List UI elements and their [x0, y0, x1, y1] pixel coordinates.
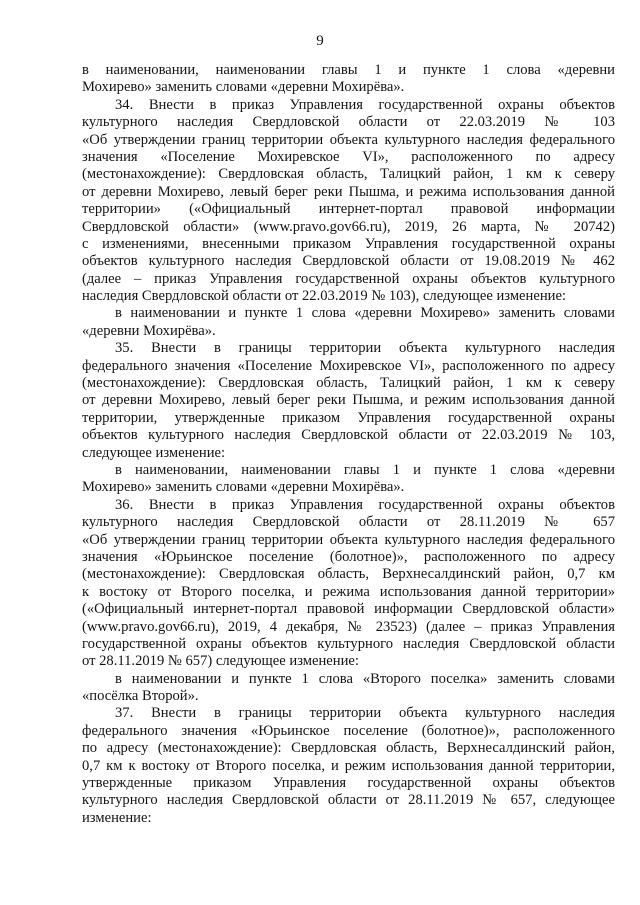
- page-number: 9: [316, 33, 324, 49]
- text-line: «посёлка Второй».: [82, 688, 199, 705]
- text-line: (местонахождение): Свердловская область, Талицкий район, 1 км к северу: [82, 166, 615, 183]
- text-line: («Официальный интернет-портал правовой информации Свердловской области»: [82, 601, 615, 618]
- text-line: 34. Внести в приказ Управления государственной охраны объектов: [115, 96, 615, 113]
- text-line: от деревни Мохирево, левый берег реки Пышма, и режима использования данной: [82, 183, 615, 200]
- text-line: объектов культурного наследия Свердловской области от 19.08.2019 № 462: [82, 253, 615, 270]
- text-line: 35. Внести в границы территории объекта культурного наследия: [115, 340, 615, 357]
- text-line: в наименовании, наименовании главы 1 и пункте 1 слова «деревни: [82, 62, 615, 78]
- text-line: 36. Внести в приказ Управления государственной охраны объектов: [115, 496, 615, 513]
- text-line: культурного наследия Свердловской области от 28.11.2019 № 657, следующее: [82, 792, 615, 809]
- text-line: «деревни Мохирёва».: [82, 322, 216, 339]
- text-line: Мохирево» заменить словами «деревни Мохирёва».: [82, 479, 405, 496]
- text-line: Мохирево» заменить словами «деревни Мохирёва».: [82, 79, 405, 96]
- text-line: по адресу (местонахождение): Свердловская область, Верхнесалдинский район,: [82, 740, 615, 757]
- text-line: (местонахождение): Свердловская область, Талицкий район, 1 км к северу: [82, 375, 615, 392]
- paragraph: [82, 62, 615, 97]
- text-line: «Об утверждении границ территории объекта культурного наследия федерального: [82, 531, 615, 548]
- text-line: «Об утверждении границ территории объекта культурного наследия федерального: [82, 131, 615, 148]
- text-line: от деревни Мохирево, левый берег реки Пышма, и режим использования данной: [82, 392, 615, 409]
- paragraph: [82, 705, 615, 827]
- text-line: объектов культурного наследия Свердловской области от 22.03.2019 № 103,: [82, 427, 615, 444]
- text-line: Свердловской области» (www.pravo.gov66.ru), 2019, 26 марта, № 20742): [82, 218, 615, 235]
- text-line: федерального значения «Поселение Мохиревское VI», расположенного по адресу: [82, 357, 615, 374]
- text-line: в наименовании, наименовании главы 1 и пункте 1 слова «деревни: [115, 461, 615, 478]
- document-body: [82, 62, 615, 827]
- paragraph: [82, 97, 615, 306]
- text-line: (местонахождение): Свердловская область, Верхнесалдинский район, 0,7 км: [82, 566, 615, 583]
- paragraph: [82, 462, 615, 497]
- text-line: значения «Юрьинское поселение (болотное)», расположенного по адресу: [82, 548, 615, 565]
- text-line: федерального значения «Юрьинское поселение (болотное)», расположенного: [82, 722, 615, 739]
- paragraph: [82, 340, 615, 462]
- text-line: в наименовании и пункте 1 слова «деревни Мохирево» заменить словами: [115, 305, 615, 322]
- text-line: (www.pravo.gov66.ru), 2019, 4 декабря, № 23523) (далее – приказ Управления: [82, 618, 615, 635]
- text-line: к востоку от Второго поселка, и режима использования данной территории»: [82, 583, 615, 600]
- text-line: с изменениями, внесенными приказом Управления государственной охраны: [82, 235, 615, 252]
- text-line: от 28.11.2019 № 657) следующее изменение:: [82, 653, 359, 670]
- text-line: (далее – приказ Управления государственной охраны объектов культурного: [82, 270, 615, 287]
- text-line: культурного наследия Свердловской области от 28.11.2019 № 657: [82, 514, 615, 531]
- text-line: культурного наследия Свердловской области от 22.03.2019 № 103: [82, 114, 615, 131]
- paragraph: [82, 305, 615, 340]
- text-line: изменение:: [82, 809, 152, 826]
- text-line: 0,7 км к востоку от Второго поселка, и режим использования данной территории,: [82, 757, 615, 774]
- text-line: следующее изменение:: [82, 444, 226, 461]
- text-line: государственной охраны объектов культурного наследия Свердловской области: [82, 635, 615, 652]
- paragraph: [82, 671, 615, 706]
- text-line: 37. Внести в границы территории объекта культурного наследия: [115, 705, 615, 722]
- text-line: значения «Поселение Мохиревское VI», расположенного по адресу: [82, 148, 615, 165]
- text-line: территории, утвержденные приказом Управления государственной охраны: [82, 409, 615, 426]
- text-line: в наименовании и пункте 1 слова «Второго поселка» заменить словами: [115, 670, 615, 687]
- text-line: утвержденные приказом Управления государственной охраны объектов: [82, 775, 615, 792]
- text-line: наследия Свердловской области от 22.03.2019 № 103), следующее изменение:: [82, 288, 566, 305]
- text-line: территории» («Официальный интернет-портал правовой информации: [82, 201, 615, 218]
- paragraph: [82, 497, 615, 671]
